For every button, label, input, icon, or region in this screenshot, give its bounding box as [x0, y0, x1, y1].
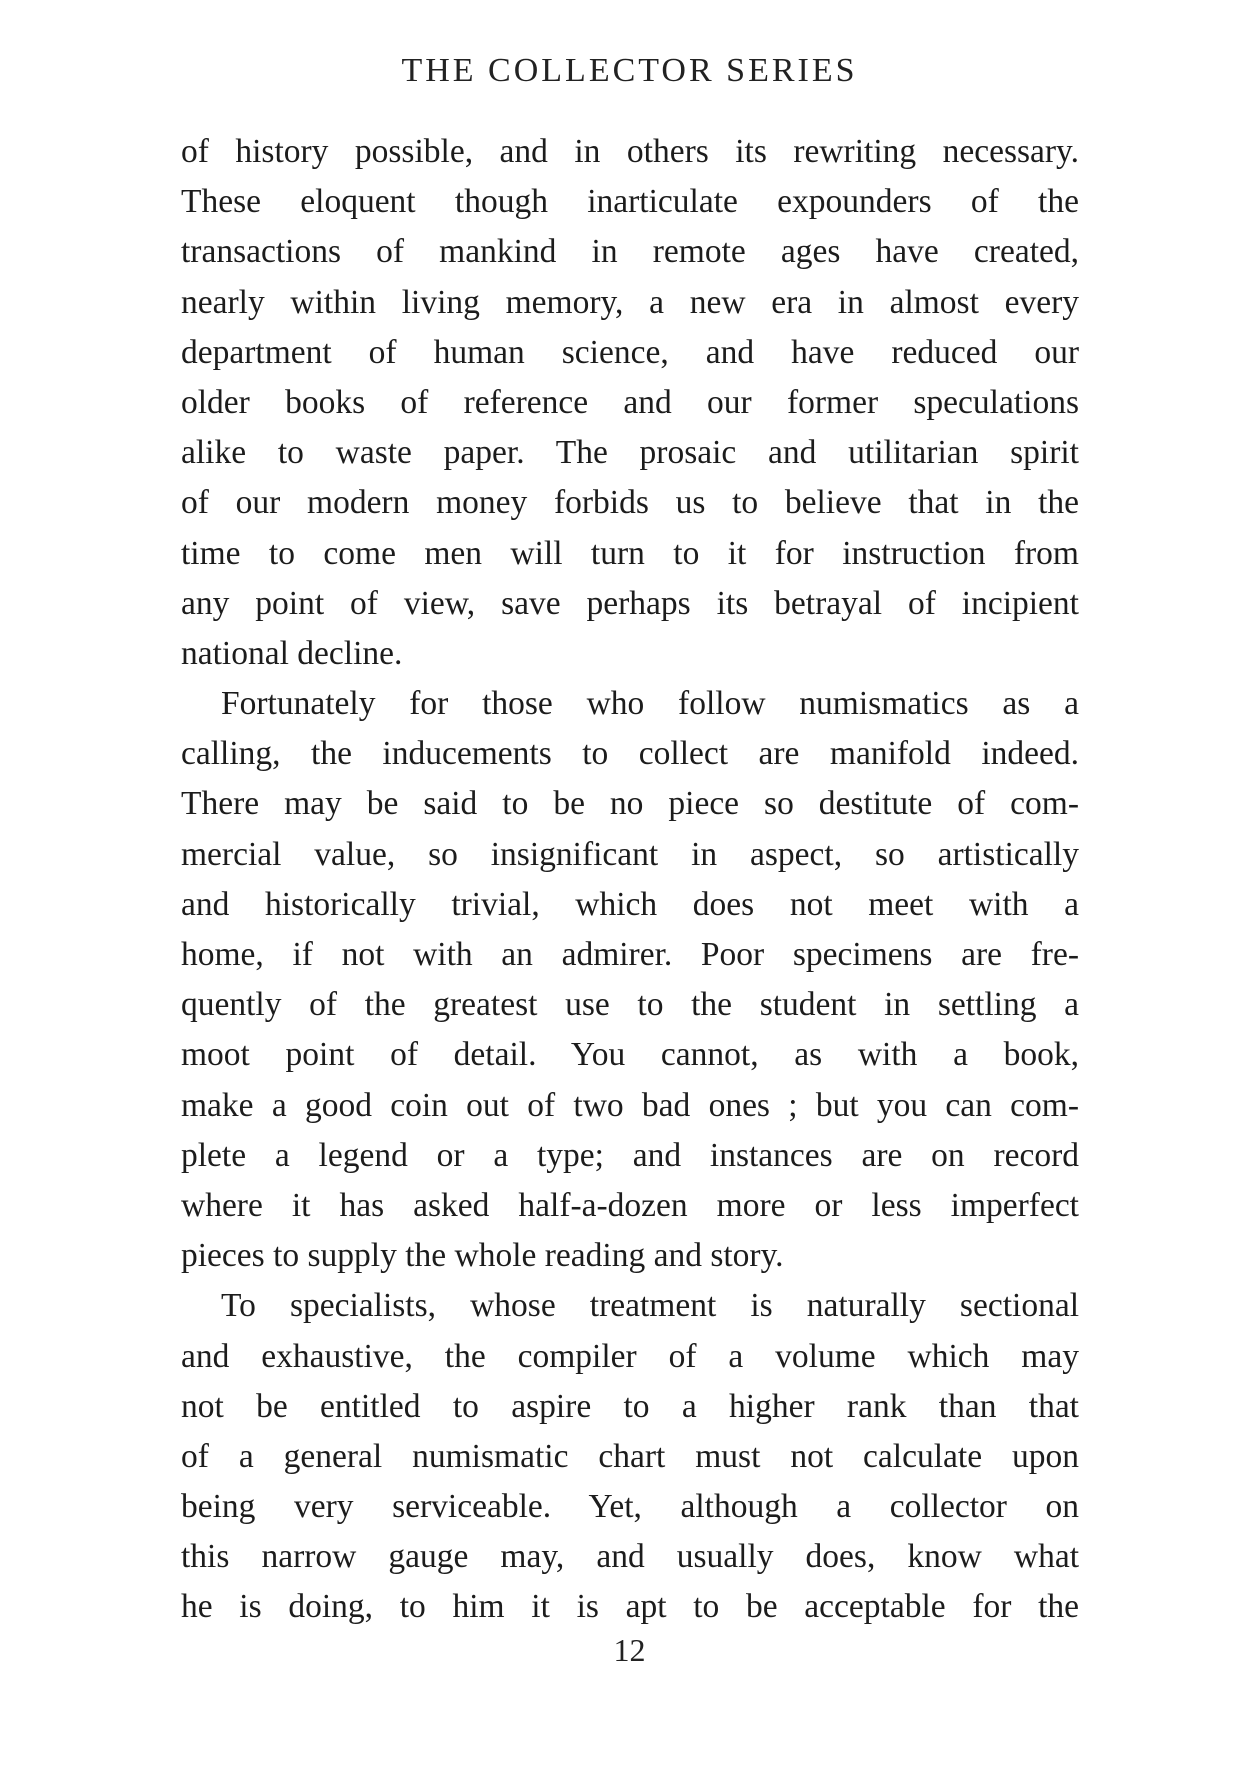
text-line: this narrow gauge may, and usually does, know what [181, 1538, 1079, 1576]
text-line: Fortunately for those who follow numismatics as a [221, 685, 1079, 723]
text-line: home, if not with an admirer. Poor specimens are fre- [181, 936, 1079, 973]
body-text [181, 127, 1079, 1633]
text-line: time to come men will turn to it for instruction from [181, 534, 1079, 572]
text-line: of our modern money forbids us to believe that in the [181, 484, 1079, 522]
text-line: national decline. [181, 634, 403, 672]
text-line: make a good coin out of two bad ones ; but you can com- [181, 1086, 1079, 1124]
text-line: not be entitled to aspire to a higher rank than that [181, 1387, 1079, 1425]
text-line: he is doing, to him it is apt to be acceptable for the [181, 1588, 1079, 1626]
text-line: There may be said to be no piece so destitute of com- [181, 785, 1079, 823]
text-line: plete a legend or a type; and instances are on record [181, 1136, 1079, 1174]
page-number: 12 [613, 1632, 646, 1668]
text-line: To specialists, whose treatment is naturally sectional [221, 1287, 1079, 1325]
text-line: and historically trivial, which does not meet with a [181, 885, 1079, 923]
text-line: pieces to supply the whole reading and story. [181, 1237, 784, 1275]
text-line: where it has asked half-a-dozen more or less imperfect [181, 1186, 1079, 1224]
text-line: and exhaustive, the compiler of a volume which may [181, 1337, 1079, 1375]
text-line: calling, the inducements to collect are manifold indeed. [181, 735, 1079, 773]
text-line: nearly within living memory, a new era in almost every [181, 283, 1079, 321]
text-line: transactions of mankind in remote ages have created, [181, 233, 1079, 271]
paragraph-2 [181, 679, 1079, 1281]
text-line: older books of reference and our former speculations [181, 383, 1079, 421]
text-line: These eloquent though inarticulate expounders of the [181, 183, 1079, 221]
text-line: of a general numismatic chart must not calculate upon [181, 1437, 1079, 1475]
text-line: being very serviceable. Yet, although a collector on [181, 1488, 1079, 1526]
text-line: alike to waste paper. The prosaic and utilitarian spirit [181, 434, 1079, 472]
text-line: of history possible, and in others its rewriting necessary. [181, 133, 1079, 170]
paragraph-1 [181, 127, 1079, 679]
text-line: mercial value, so insignificant in aspect, so artistically [181, 835, 1079, 873]
text-line: any point of view, save perhaps its betrayal of incipient [181, 584, 1079, 622]
text-line: department of human science, and have reduced our [181, 333, 1079, 371]
running-head: THE COLLECTOR SERIES [401, 52, 858, 89]
paragraph-3 [181, 1281, 1079, 1632]
text-line: quently of the greatest use to the student in settling a [181, 986, 1079, 1024]
text-line: moot point of detail. You cannot, as with a book, [181, 1036, 1079, 1074]
